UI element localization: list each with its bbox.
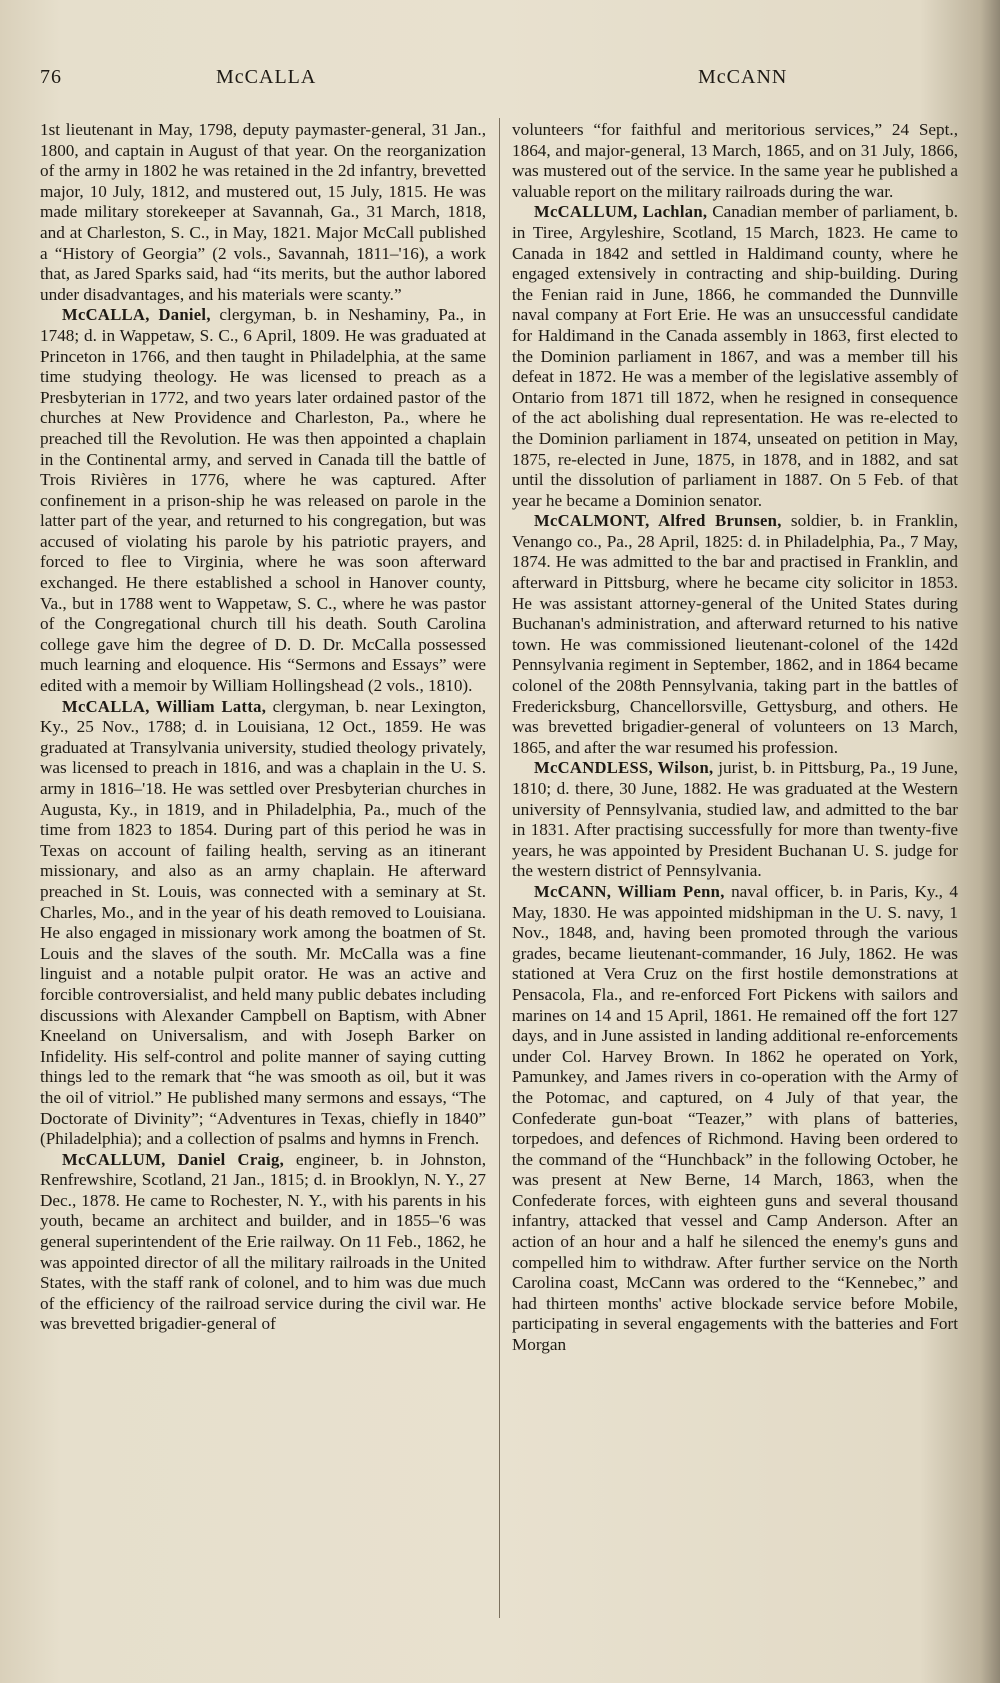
entry-name: McCALLA, Daniel, xyxy=(62,305,211,325)
entry-text: 1st lieutenant in May, 1798, deputy paymaster-general, 31 Jan., 1800, and captain in August of that year. On the reorganization of the army in 1802 he was retained in the 2d infantry, brevetted major, 10 July, 1812, and mustered out, 15 July, 1815. He was made military storekeeper at Savannah, Ga., 31 March, 1818, and at Charleston, S. C., in May, 1821. Major McCall published a “History of Georgia” (2 vols., Savannah, 1811–'16), a work that, as Jared Sparks said, had “its merits, but the author labored under disadvantages, and his materials were scanty.” xyxy=(40,120,486,304)
entry-name: McCANDLESS, Wilson, xyxy=(534,758,714,778)
entry-mccalmont-alfred xyxy=(512,511,958,758)
right-column xyxy=(512,120,958,1650)
entry-name: McCALLUM, Daniel Craig, xyxy=(62,1149,285,1169)
entry-name: McCANN, William Penn, xyxy=(534,881,725,901)
entry-text: soldier, b. in Franklin, Venango co., Pa., 28 April, 1825: d. in Philadelphia, Pa., 7 May, 1874. He was admitted to the bar and practised in Franklin, and afterward in Pittsburg, where he became city solicitor in 1853. He was assistant attorney-general of the United States during Buchanan's administration, and afterward returned to his native town. He was commissioned lieutenant-colonel of the 142d Pennsylvania regiment in September, 1862, and in 1864 became colonel of the 208th Pennsylvania, taking part in the battles of Fredericksburg, Chancellorsville, Gettysburg, and others. He was brevetted brigadier-general of volunteers on 13 March, 1865, and after the war resumed his profession. xyxy=(512,511,958,757)
entry-text: engineer, b. in Johnston, Renfrewshire, Scotland, 21 Jan., 1815; d. in Brooklyn, N. Y., 27 Dec., 1878. He came to Rochester, N. Y., with his parents in his youth, became an architect and builder, and in 1855–'6 was general superintendent of the Erie railway. On 11 Feb., 1862, he was appointed director of all the military railroads in the United States, with the staff rank of colonel, and to him was due much of the efficiency of the railroad service during the civil war. He was brevetted brigadier-general of xyxy=(40,1149,486,1334)
entry-mccalla-daniel xyxy=(40,305,486,696)
page-number: 76 xyxy=(40,66,62,88)
entry-continuation xyxy=(40,120,486,305)
right-running-head: McCANN xyxy=(698,66,788,88)
entry-text: naval officer, b. in Paris, Ky., 4 May, 1830. He was appointed midshipman in the U. S. navy, 1 Nov., 1848, and, having been promoted through the various grades, became lieutenant-commander, 16 July, 1862. He was stationed at Vera Cruz on the first hostile demonstrations at Pensacola, Fla., and re-enforced Fort Pickens with sailors and marines on 14 and 15 April, 1861. He remained off the fort 127 days, and in June assisted in landing additional re-enforcements under Col. Harvey Brown. In 1862 he operated on York, Pamunkey, and James rivers in co-operation with the Army of the Potomac, and captured, on 4 July of that year, the Confederate gun-boat “Teazer,” with plans of batteries, torpedoes, and defences of Richmond. Having been ordered to the command of the “Hunchback” in the following October, he was present at New Berne, 14 March, 1863, when the Confederate forces, with eighteen guns and several thousand infantry, attacked that vessel and Camp Anderson. After an action of an hour and a half he silenced the enemy's guns and compelled him to withdraw. After further service on the North Carolina coast, McCann was ordered to the “Kennebec,” and had thirteen months' active blockade service before Mobile, participating in several engagements with the batteries and Fort Morgan xyxy=(512,881,958,1355)
column-divider xyxy=(499,118,500,1618)
entry-mccalla-william xyxy=(40,697,486,1150)
entry-text: jurist, b. in Pittsburg, Pa., 19 June, 1810; d. there, 30 June, 1882. He was graduated at the Western university of Pennsylvania, studied law, and admitted to the bar in 1831. After practising successfully for more than twenty-five years, he was appointed by President Buchanan U. S. judge for the western district of Pennsylvania. xyxy=(512,758,958,881)
entry-mccallum-daniel xyxy=(40,1150,486,1335)
entry-text: Canadian member of parliament, b. in Tiree, Argyleshire, Scotland, 15 March, 1823. He came to Canada in 1842 and settled in Haldimand county, where he engaged extensively in contracting and ship-building. During the Fenian raid in June, 1866, he commanded the Dunnville naval company at Fort Erie. He was an unsuccessful candidate for Haldimand in the Canada assembly in 1863, first elected to the Dominion parliament in 1867, and was a member till his defeat in 1872. He was a member of the legislative assembly of Ontario from 1871 till 1872, when he resigned in consequence of the act abolishing dual representation. He was re-elected to the Dominion parliament in 1874, unseated on petition in May, 1875, re-elected in June, 1875, in 1878, and in 1882, and sat until the dissolution of parliament in 1887. On 5 Feb. of that year he became a Dominion senator. xyxy=(512,202,958,510)
entry-name: McCALLA, William Latta, xyxy=(62,696,267,716)
entry-name: McCALLUM, Lachlan, xyxy=(534,202,708,222)
left-column xyxy=(40,120,486,1650)
entry-continuation xyxy=(512,120,958,202)
entry-mccallum-lachlan xyxy=(512,202,958,511)
entry-mccandless-wilson xyxy=(512,758,958,882)
running-header xyxy=(40,66,792,96)
entry-name: McCALMONT, Alfred Brunsen, xyxy=(534,511,782,531)
entry-text: clergyman, b. near Lexington, Ky., 25 Nov., 1788; d. in Louisiana, 12 Oct., 1859. He was graduated at Transylvania university, studied theology privately, was licensed to preach in 1816, and was a chaplain in the U. S. army in 1816–'18. He was settled over Presbyterian churches in Augusta, Ky., in 1819, and in Philadelphia, Pa., much of the time from 1823 to 1854. During part of this period he was in Texas on account of failing health, serving as an itinerant missionary, and also as an army chaplain. He afterward preached in St. Louis, was connected with a seminary at St. Charles, Mo., and in the year of his death removed to Louisiana. He also engaged in missionary work among the boatmen of St. Louis and the slaves of the south. Mr. McCalla was a fine linguist and a notable pulpit orator. He was an active and forcible controversialist, and held many public debates including discussions with Alexander Campbell on Baptism, with Abner Kneeland on Universalism, and with Joseph Barker on Infidelity. His self-control and polite manner of saying cutting things led to the remark that “he was smooth as oil, but it was the oil of vitriol.” He published many sermons and essays, “The Doctorate of Divinity”; “Adventures in Texas, chiefly in 1840” (Philadelphia); and a collection of psalms and hymns in French. xyxy=(40,696,486,1149)
left-running-head: McCALLA xyxy=(216,66,317,88)
entry-text: clergyman, b. in Neshaminy, Pa., in 1748; d. in Wappetaw, S. C., 6 April, 1809. He was graduated at Princeton in 1766, and then taught in Philadelphia, at the same time studying theology. He was licensed to preach as a Presbyterian in 1772, and two years later ordained pastor of the churches at New Providence and Charleston, Pa., where he preached till the Revolution. He was then appointed a chaplain in the Continental army, and served in Canada till the battle of Trois Rivières in 1776, where he was captured. After confinement in a prison-ship he was released on parole in the latter part of the year, and returned to his congregation, but was accused of violating his parole by his patriotic prayers, and forced to flee to Virginia, where he was soon afterward exchanged. He there established a school in Hanover county, Va., but in 1788 went to Wappetaw, S. C., where he was pastor of the Congregational church till his death. South Carolina college gave him the degree of D. D. Dr. McCalla possessed much learning and eloquence. His “Sermons and Essays” were edited with a memoir by William Hollingshead (2 vols., 1810). xyxy=(40,305,486,696)
entry-mccann-william xyxy=(512,882,958,1356)
entry-text: volunteers “for faithful and meritorious services,” 24 Sept., 1864, and major-general, 13 March, 1865, and on 31 July, 1866, was mustered out of the service. In the same year he published a valuable report on the military railroads during the war. xyxy=(512,120,958,201)
